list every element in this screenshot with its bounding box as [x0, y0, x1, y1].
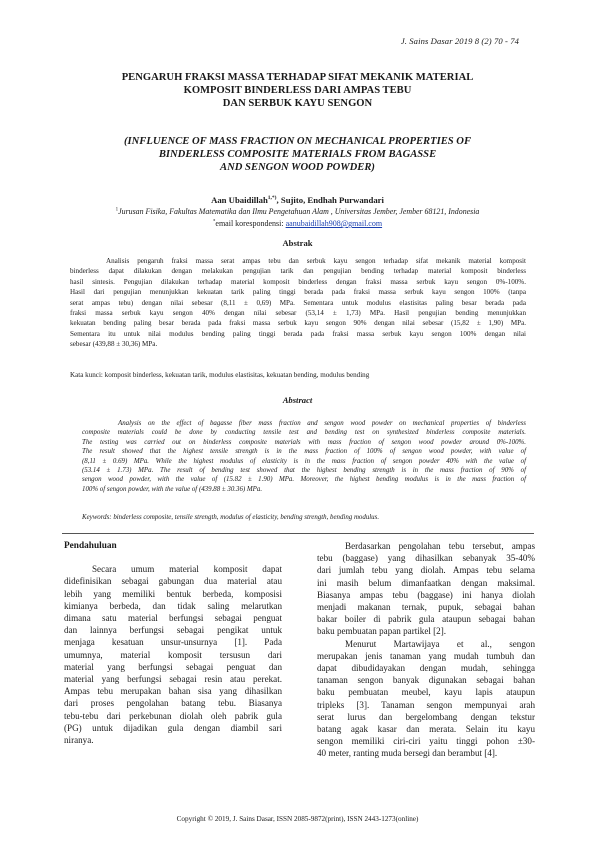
body-line: batang agak kasar dan merata. Selain itu kayu — [317, 724, 535, 735]
abstrak-line: Sementara itu untuk nilai modulus bending paling tinggi berada pada fraksi massa serbuk kayu sengon 100% dengan nilai — [70, 329, 526, 338]
abstract-line: The result showed that the highest tensile strength is in the mass fraction of 100% of sengon wood powder, with value of — [82, 448, 526, 456]
body-line: Ampas tebu merupakan bahan sisa yang dihasilkan — [64, 686, 282, 697]
body-line: tanaman sengon banyak digunakan sebagai bahan — [317, 675, 535, 686]
paragraph-3 — [317, 638, 535, 760]
body-line: didefinisikan sebagai gabungan dua material atau — [64, 576, 282, 587]
abstrak-line: Analisis pengaruh fraksi massa serat ampas tebu dan serbuk kayu sengon terhadap sifat mekanik material komposit — [106, 257, 526, 265]
body-line: menjaga kesatuan unsur-unsurnya [1]. Pada — [64, 637, 282, 648]
affiliation — [70, 207, 525, 216]
body-line: Berdasarkan pengolahan tebu tersebut, ampas — [345, 541, 535, 551]
body-line: lebih yang memiliki bentuk berbeda, komposisi — [64, 588, 282, 599]
journal-reference: J. Sains Dasar 2019 8 (2) 70 - 74 — [400, 36, 519, 46]
title-line: PENGARUH FRAKSI MASSA TERHADAP SIFAT MEKANIK MATERIAL — [121, 72, 474, 83]
body-line: tripleks [3]. Tanaman sengon mempunyai arah — [317, 699, 535, 710]
abstrak-line: kekuatan bending paling besar berada pada fraksi massa serbuk kayu sengon 90% dengan nilai sebesar (15,82 ± 1,90) MPa. — [70, 319, 526, 328]
title-english — [70, 135, 525, 174]
keywords: Keywords: binderless composite, tensile strength, modulus of elasticity, bending strength, bending modulus. — [82, 514, 380, 521]
body-line: sengon memiliki ciri-ciri yaitu tinggi pohon ±30- — [317, 736, 535, 747]
body-line: kimianya berbeda, dan tidak saling melarutkan — [64, 600, 282, 611]
body-line: bakar boiler di pabrik gula ataupun sebagai bahan — [317, 614, 535, 625]
abstrak-line: fraksi massa serbuk kayu sengon 40% dengan nilai sebesar (53,14 ± 1,73) MPa. Hasil pengujian bending menunjukkan — [70, 309, 526, 318]
abstract-line: sengon wood powder, with the value of (15.82 ± 1.90) MPa. Moreover, the highest bending modulus is in the mass fraction of — [82, 476, 526, 484]
body-line: merupakan jenis tanaman yang mudah tumbuh dan — [317, 650, 535, 661]
body-line: 40 meter, ranting muda bersegi dan berambut [4]. — [317, 748, 498, 759]
body-line: (PG) untuk dijadikan gula dengan diambil sari — [64, 722, 282, 733]
correspondence-email — [70, 219, 525, 228]
body-line: Secara umum material komposit dapat — [92, 564, 282, 575]
body-line: dimana satu material berfungsi sebagai penguat — [64, 613, 282, 624]
body-line: dari jumlah tebu yang diolah. Ampas tebu selama — [317, 565, 535, 576]
body-line: material yang berfungsi sebagai penguat dan — [64, 661, 282, 672]
body-line: Menurut Martawijaya et al., sengon — [345, 638, 535, 649]
abstract-line: The testing was carried out on binderless composite materials with mass fraction of sengon wood powder around 0%-100%. — [82, 438, 526, 446]
abstrak-line: binderless dapat dilakukan dengan melakukan pengujian tarik dan pengujian bending terhadap material komposit binderless — [70, 267, 526, 276]
column-right — [317, 540, 535, 760]
author-rest: , Sujito, Endhah Purwandari — [276, 195, 384, 205]
author-list — [70, 195, 525, 205]
body-line: tebu-tebu dari perkebunan diolah oleh pabrik gula — [64, 710, 282, 721]
abstract-body — [82, 419, 526, 494]
body-line: dari proses pengolahan batang tebu. Biasanya — [64, 698, 282, 709]
abstrak-line: serat ampas tebu) dengan nilai sebesar (8,11 ± 0,69) MPa. Sementara untuk modulus elastisitas paling besar berada pada — [70, 298, 526, 307]
section-heading-pendahuluan: Pendahuluan — [64, 541, 117, 551]
section-divider — [62, 533, 534, 534]
abstract-line: 100% of sengon powder, with the value of (439.88 ± 30.36) MPa. — [82, 485, 263, 493]
affiliation-marker: 1 — [115, 207, 119, 213]
title-line: DAN SERBUK KAYU SENGON — [222, 98, 373, 109]
abstrak-heading: Abstrak — [282, 238, 313, 248]
abstrak-line: sebesar (439,88 ± 30,36) MPa. — [70, 340, 158, 349]
body-line: material yang berfungsi sebagai resin atau perekat. — [64, 674, 282, 685]
author-first: Aan Ubaidillah — [211, 195, 268, 205]
author-marker: 1,*) — [267, 195, 277, 202]
column-left — [64, 540, 282, 746]
abstract-line: (53.14 ± 1.73) MPa. The result of bending test showed that the highest bending strength is in the mass fraction of 90% of — [82, 467, 526, 475]
abstrak-line: hasil sintesis. Pengujian dilakukan terhadap material komposit binderless dengan fraksi massa serbuk kayu sengon 0%-100%. — [70, 277, 526, 286]
abstract-line: (8,11 ± 0.69) MPa. While the highest modulus of elasticity is in the mass fraction of sengon powder 40% with the value of — [82, 457, 526, 465]
body-line: baku pembuatan meubel, kayu lapis ataupun — [317, 687, 535, 698]
body-line: dan lainnya berfungsi sebagai pengikat untuk — [64, 625, 282, 636]
affiliation-text: Jurusan Fisika, Fakultas Matematika dan Ilmu Pengetahuan Alam , Universitas Jember, Jember 68121, Indonesia — [118, 207, 480, 216]
paragraph-2 — [317, 540, 535, 638]
title-line: (INFLUENCE OF MASS FRACTION ON MECHANICAL PROPERTIES OF — [123, 136, 472, 147]
abstract-line: Analysis on the effect of bagasse fiber mass fraction and sengon wood powder on mechanical properties of binderless — [118, 420, 526, 427]
copyright-footer: Copyright © 2019, J. Sains Dasar, ISSN 2085-9872(print), ISSN 2443-1273(online) — [176, 815, 419, 823]
title-line: KOMPOSIT BINDERLESS DARI AMPAS TEBU — [183, 85, 412, 96]
email-link[interactable]: aanubaidillah908@gmail.com — [285, 219, 383, 228]
body-line: dapat dibudidayakan dengan mudah, sehingga — [317, 663, 535, 674]
body-line: ini masih belum dimanfaatkan dengan maksimal. — [317, 577, 535, 588]
abstract-line: composite materials could be done by conducting tensile test and bending test on synthesized binderless composite materials. — [82, 429, 526, 437]
title-line: AND SENGON WOOD POWDER) — [220, 162, 375, 173]
abstrak-line: Hasil dari pengujian menunjukkan kekuatan tarik paling tinggi berada pada fraksi massa serbuk kayu sengon 100% (tanpa — [70, 288, 526, 297]
body-line: menjadi makanan ternak, pupuk, sebagai bahan — [317, 602, 535, 613]
paragraph-1 — [64, 563, 282, 746]
body-line: tebu (baggase) yang dihasilkan sebanyak 35-40% — [317, 553, 535, 564]
body-line: niranya. — [64, 735, 94, 746]
email-marker: * — [212, 219, 216, 225]
title-line: BINDERLESS COMPOSITE MATERIALS FROM BAGASSE — [158, 149, 437, 160]
body-line: umumnya, material komposit tersusun dari — [64, 649, 282, 660]
kata-kunci: Kata kunci: komposit binderless, kekuatan tarik, modulus elastisitas, kekuatan bending, modulus bending — [70, 371, 370, 379]
body-line: baku pembuatan papan partikel [2]. — [317, 626, 447, 637]
abstrak-body — [70, 256, 526, 350]
body-line: serat lurus dan bergelombang dengan tekstur — [317, 711, 535, 722]
body-line: Biasanya ampas tebu (baggase) ini hanya diolah — [317, 589, 535, 600]
abstract-heading: Abstract — [282, 395, 313, 405]
title-indonesian — [70, 71, 525, 110]
email-label: email korespondensi: — [215, 219, 286, 228]
